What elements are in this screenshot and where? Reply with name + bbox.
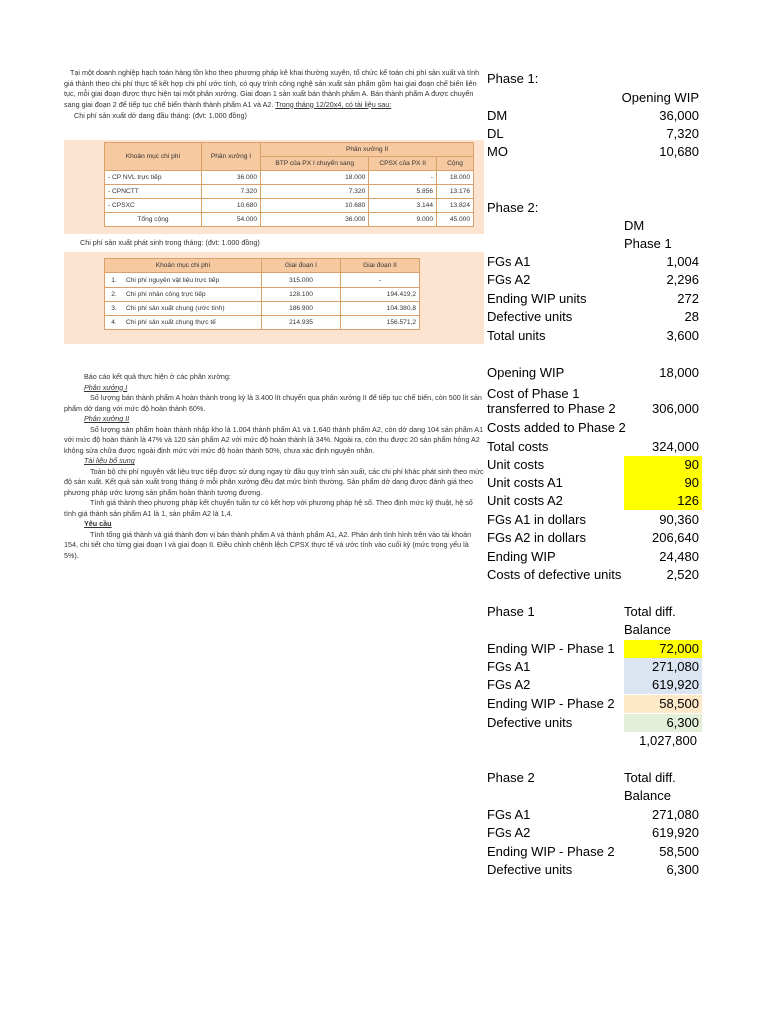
p1-row xyxy=(487,107,702,125)
row-value: 24,480 xyxy=(659,549,699,564)
cost-row xyxy=(487,438,702,456)
row-value: 3,600 xyxy=(666,328,699,343)
row-label: Ending WIP - Phase 1 xyxy=(487,641,615,656)
t2-h-gd1: Giai đoạn I xyxy=(262,259,341,273)
t1-cell: 36.000 xyxy=(261,213,369,227)
row-label: FGs A1 in dollars xyxy=(487,512,586,527)
dm-header-row xyxy=(487,217,702,235)
bal2-row xyxy=(487,843,702,861)
t2-cell: 194.419,2 xyxy=(341,288,420,302)
row-value: 2,296 xyxy=(666,272,699,287)
t1-cell: 10.680 xyxy=(261,199,369,213)
t1-row xyxy=(105,171,474,185)
t2-cell: 2. xyxy=(105,288,124,302)
units-row xyxy=(487,327,702,345)
bal2-header1: Total diff. xyxy=(624,770,676,785)
cost-row xyxy=(487,419,702,437)
t2-cell: 4. xyxy=(105,316,124,330)
units-row xyxy=(487,290,702,308)
row-value: 7,320 xyxy=(666,126,699,141)
row-value: 58,500 xyxy=(659,696,699,711)
row-value: 272 xyxy=(677,291,699,306)
t1-cell: 7.320 xyxy=(261,185,369,199)
period-cost-table xyxy=(104,258,420,330)
t1-cell: Tổng cộng xyxy=(105,213,202,227)
req-title: Yêu cầu xyxy=(84,519,112,528)
bal2-label: Phase 2 xyxy=(487,770,535,785)
t1-cell: 13.176 xyxy=(437,185,474,199)
phase2-label: Phase 2: xyxy=(487,200,539,215)
bal2-row xyxy=(487,861,702,879)
cost-row xyxy=(487,474,702,492)
bal1-row xyxy=(487,658,702,676)
px1-title: Phân xưởng I xyxy=(84,382,128,392)
row-value: 72,000 xyxy=(659,641,699,656)
row-label: FGs A1 xyxy=(487,807,531,822)
row-label: MO xyxy=(487,144,508,159)
t1-h-px1: Phân xưởng I xyxy=(202,143,261,171)
cost-row xyxy=(487,548,702,566)
row-label: Defective units xyxy=(487,309,573,324)
t1-cell: 45.000 xyxy=(437,213,474,227)
problem-report xyxy=(64,372,484,561)
phase2-title-row xyxy=(487,199,702,217)
t2-h-gd2: Giai đoạn II xyxy=(341,259,420,273)
t1-h-cong: Cộng xyxy=(437,157,474,171)
cost-row xyxy=(487,511,702,529)
cost-row xyxy=(487,364,702,382)
px2-title: Phân xưởng II xyxy=(84,414,130,423)
row-label: Costs added to Phase 2 xyxy=(487,420,626,435)
req-text: Tính tổng giá thành và giá thành đơn vị bán thành phẩm A và thành phẩm A1, A2. Phản ánh tình hình trên vào tài khoản 154, chi tiết cho từng giai đoạn I và giai đoạn II. Điều chỉnh chênh lệch CPSX thực tế và ước tính vào cuối kỳ (mức trọng yếu là 5%). xyxy=(64,529,472,560)
cost-row xyxy=(487,456,702,474)
row-label: Defective units xyxy=(487,715,573,730)
extra-title: Tài liệu bổ sung xyxy=(84,456,135,465)
row-label: Opening WIP xyxy=(487,365,565,380)
row-label: Ending WIP xyxy=(487,549,556,564)
t1-h-cpsx: CPSX của PX II xyxy=(369,157,437,171)
row-label: Unit costs A2 xyxy=(487,493,563,508)
row-value: 90 xyxy=(684,475,699,490)
row-label: Total units xyxy=(487,328,546,343)
dm-header: DM xyxy=(624,218,645,233)
row-label: FGs A2 xyxy=(487,677,531,692)
phase1-header: Phase 1 xyxy=(624,236,672,251)
t1-h-btp: BTP của PX I chuyển sang xyxy=(261,157,369,171)
extra-text1: Toàn bộ chi phí nguyên vật liệu trực tiếp được sử dụng ngay từ đầu quy trình sản xuất, các chi phí khác phát sinh theo mức độ sản xuất. Kết quả sản xuất trong tháng ở mỗi phân xưởng đều đạt mức bình thường. Sản phẩm dở dang được đánh giá theo phương pháp ước lượng sản phẩm hoàn thành tương đương. xyxy=(64,466,484,497)
t1-row xyxy=(105,185,474,199)
row-label: Ending WIP - Phase 2 xyxy=(487,696,615,711)
row-label: DL xyxy=(487,126,504,141)
t2-cell: 156.571,2 xyxy=(341,316,420,330)
extra-text2: Tính giá thành theo phương pháp kết chuyển tuần tự có kết hợp với phương pháp hệ số. Theo định mức kỹ thuật, hệ số tính giá thành sản phẩm A1 là 1, sản phẩm A2 là 1,4. xyxy=(64,498,473,518)
bal1-total: 1,027,800 xyxy=(639,733,697,748)
t1-cell: 3.144 xyxy=(369,199,437,213)
row-value: 28 xyxy=(684,309,699,324)
row-value: 126 xyxy=(677,493,699,508)
row-label: Unit costs xyxy=(487,457,545,472)
t2-row xyxy=(105,273,420,288)
t2-cell: Chi phí nhân công trực tiếp xyxy=(123,288,262,302)
t1-cell: - xyxy=(369,171,437,185)
row-value: 10,680 xyxy=(659,144,699,159)
t1-cell: 18.000 xyxy=(437,171,474,185)
cost-row xyxy=(487,492,702,510)
bal1-row xyxy=(487,640,702,658)
row-label: Ending WIP units xyxy=(487,291,587,306)
bal1-row xyxy=(487,714,702,732)
t1-row xyxy=(105,199,474,213)
cost-row xyxy=(487,400,702,418)
units-row xyxy=(487,253,702,271)
row-value: 206,640 xyxy=(652,530,699,545)
units-row xyxy=(487,271,702,289)
bal1-total-row xyxy=(487,732,702,750)
row-label: FGs A2 xyxy=(487,825,531,840)
t1-cell: 9.000 xyxy=(369,213,437,227)
bal1-header1: Total diff. xyxy=(624,604,676,619)
t1-cell: - CP NVL trực tiếp xyxy=(105,171,202,185)
t1-cell: - CPNCTT xyxy=(105,185,202,199)
t1-cell: 18.000 xyxy=(261,171,369,185)
t1-cell: 13.824 xyxy=(437,199,474,213)
row-label: FGs A1 xyxy=(487,659,531,674)
phase1-header-row xyxy=(487,235,702,253)
t1-row xyxy=(105,213,474,227)
t2-cell: Chi phí sản xuất chung (ước tính) xyxy=(123,302,262,316)
problem-image xyxy=(64,68,484,122)
bal2-header2: Balance xyxy=(624,788,671,803)
phase1-label: Phase 1: xyxy=(487,71,539,86)
row-label: transferred to Phase 2 xyxy=(487,401,616,416)
bal1-row xyxy=(487,676,702,694)
row-value: 619,920 xyxy=(652,677,699,692)
bal1-header-row xyxy=(487,603,702,621)
t1-cell: 36.000 xyxy=(202,171,261,185)
t2-h-item: Khoản mục chi phí xyxy=(105,259,262,273)
bal2-row xyxy=(487,824,702,842)
t1-cell: - CPSXC xyxy=(105,199,202,213)
t1-cell: 7.320 xyxy=(202,185,261,199)
bal2-row xyxy=(487,806,702,824)
t1-caption: Chi phí sản xuất dở dang đầu tháng: (đvt: 1.000 đồng) xyxy=(74,111,247,120)
row-label: Costs of defective units xyxy=(487,567,622,582)
bal1-row xyxy=(487,695,702,713)
phase1-title-row xyxy=(487,70,702,88)
p1-row xyxy=(487,143,702,161)
report-title: Báo cáo kết quả thực hiện ở các phân xưởng: xyxy=(84,372,231,381)
row-value: 6,300 xyxy=(666,715,699,730)
cost-row xyxy=(487,566,702,584)
t2-cell: Chi phí nguyên vật liệu trực tiếp xyxy=(123,273,262,288)
problem-para1-tail: Trong tháng 12/20x4, có tài liệu sau: xyxy=(275,99,392,109)
row-label: FGs A1 xyxy=(487,254,531,269)
t2-row xyxy=(105,302,420,316)
row-value: 619,920 xyxy=(652,825,699,840)
opening-wip-table xyxy=(104,142,474,227)
row-value: 1,004 xyxy=(666,254,699,269)
t1-cell: 54.000 xyxy=(202,213,261,227)
row-label: FGs A2 in dollars xyxy=(487,530,586,545)
t2-cell: - xyxy=(341,273,420,288)
problem-para1-text: Tại một doanh nghiệp hạch toán hàng tồn kho theo phương pháp kê khai thường xuyên, tổ chức kế toán chi phí sản xuất và tính giá thành theo chi phí thực tế kết hợp chi phí ước tính, có quy trình công nghệ sản xuất sản phẩm gồm hai giai đoạn chế biến liên tục, mỗi giai đoạn được thực hiện tại một phân xưởng. Giai đoạn 1 sản xuất bán thành phẩm A. Bán thành phẩm A được chuyển sang giai đoạn 2 để tiếp tục chế biến thành thành phẩm A1 và A2. xyxy=(64,68,480,109)
t2-cell: 315.000 xyxy=(262,273,341,288)
t2-cell: 214.935 xyxy=(262,316,341,330)
t1-cell: 5.856 xyxy=(369,185,437,199)
row-label: FGs A2 xyxy=(487,272,531,287)
t2-cell: 186.900 xyxy=(262,302,341,316)
row-label: Unit costs A1 xyxy=(487,475,563,490)
row-value: 271,080 xyxy=(652,659,699,674)
t2-cell: 3. xyxy=(105,302,124,316)
cost-row xyxy=(487,529,702,547)
problem-para1 xyxy=(64,68,484,110)
t2-row xyxy=(105,316,420,330)
row-value: 36,000 xyxy=(659,108,699,123)
row-label: Defective units xyxy=(487,862,573,877)
t1-h-item: Khoản mục chi phí xyxy=(105,143,202,171)
opening-wip-header: Opening WIP xyxy=(621,90,699,105)
row-value: 2,520 xyxy=(666,567,699,582)
opening-wip-header-row xyxy=(487,89,702,107)
bal1-header2: Balance xyxy=(624,622,671,637)
t1-h-px2: Phân xưởng II xyxy=(261,143,474,157)
row-value: 271,080 xyxy=(652,807,699,822)
bal2-header-row2 xyxy=(487,787,702,805)
row-label: Total costs xyxy=(487,439,549,454)
row-value: 58,500 xyxy=(659,844,699,859)
px1-text: Số lượng bán thành phẩm A hoàn thành trong kỳ là 3.400 lít chuyển qua phân xưởng II để tiếp tục chế biến, còn 500 lít sản phẩm dở dang với mức độ hoàn thành 60%. xyxy=(64,393,482,413)
bal1-label: Phase 1 xyxy=(487,604,535,619)
row-label: Cost of Phase 1 xyxy=(487,386,580,401)
row-value: 6,300 xyxy=(666,862,699,877)
row-value: 18,000 xyxy=(659,365,699,380)
row-value: 324,000 xyxy=(652,439,699,454)
bal1-header-row2 xyxy=(487,621,702,639)
t2-cell: Chi phí sản xuất chung thực tế xyxy=(123,316,262,330)
row-label: Ending WIP - Phase 2 xyxy=(487,844,615,859)
bal2-header-row xyxy=(487,769,702,787)
row-label: DM xyxy=(487,108,508,123)
t2-row xyxy=(105,288,420,302)
units-row xyxy=(487,308,702,326)
t2-cell: 104.380,8 xyxy=(341,302,420,316)
t2-caption: Chi phí sản xuất phát sinh trong tháng: (đvt: 1.000 đồng) xyxy=(80,238,260,247)
row-value: 306,000 xyxy=(652,401,699,416)
px2-text: Số lượng sản phẩm hoàn thành nhập kho là 1.004 thành phẩm A1 và 1.640 thành phẩm A2, còn dở dang 104 sản phẩm A1 với mức độ hoàn thành là 47% và 120 sản phẩm A2 với mức độ hoàn thành là 34%. Ngoài ra, còn thu được 20 sản phẩm hỏng A2 không sửa chữa được ngoài định mức với mức độ hoàn thành 50%, chưa xác định nguyên nhân. xyxy=(64,424,484,455)
p1-row xyxy=(487,125,702,143)
t1-cell: 10.680 xyxy=(202,199,261,213)
row-value: 90,360 xyxy=(659,512,699,527)
row-value: 90 xyxy=(684,457,699,472)
t2-cell: 128.100 xyxy=(262,288,341,302)
t2-cell: 1. xyxy=(105,273,124,288)
